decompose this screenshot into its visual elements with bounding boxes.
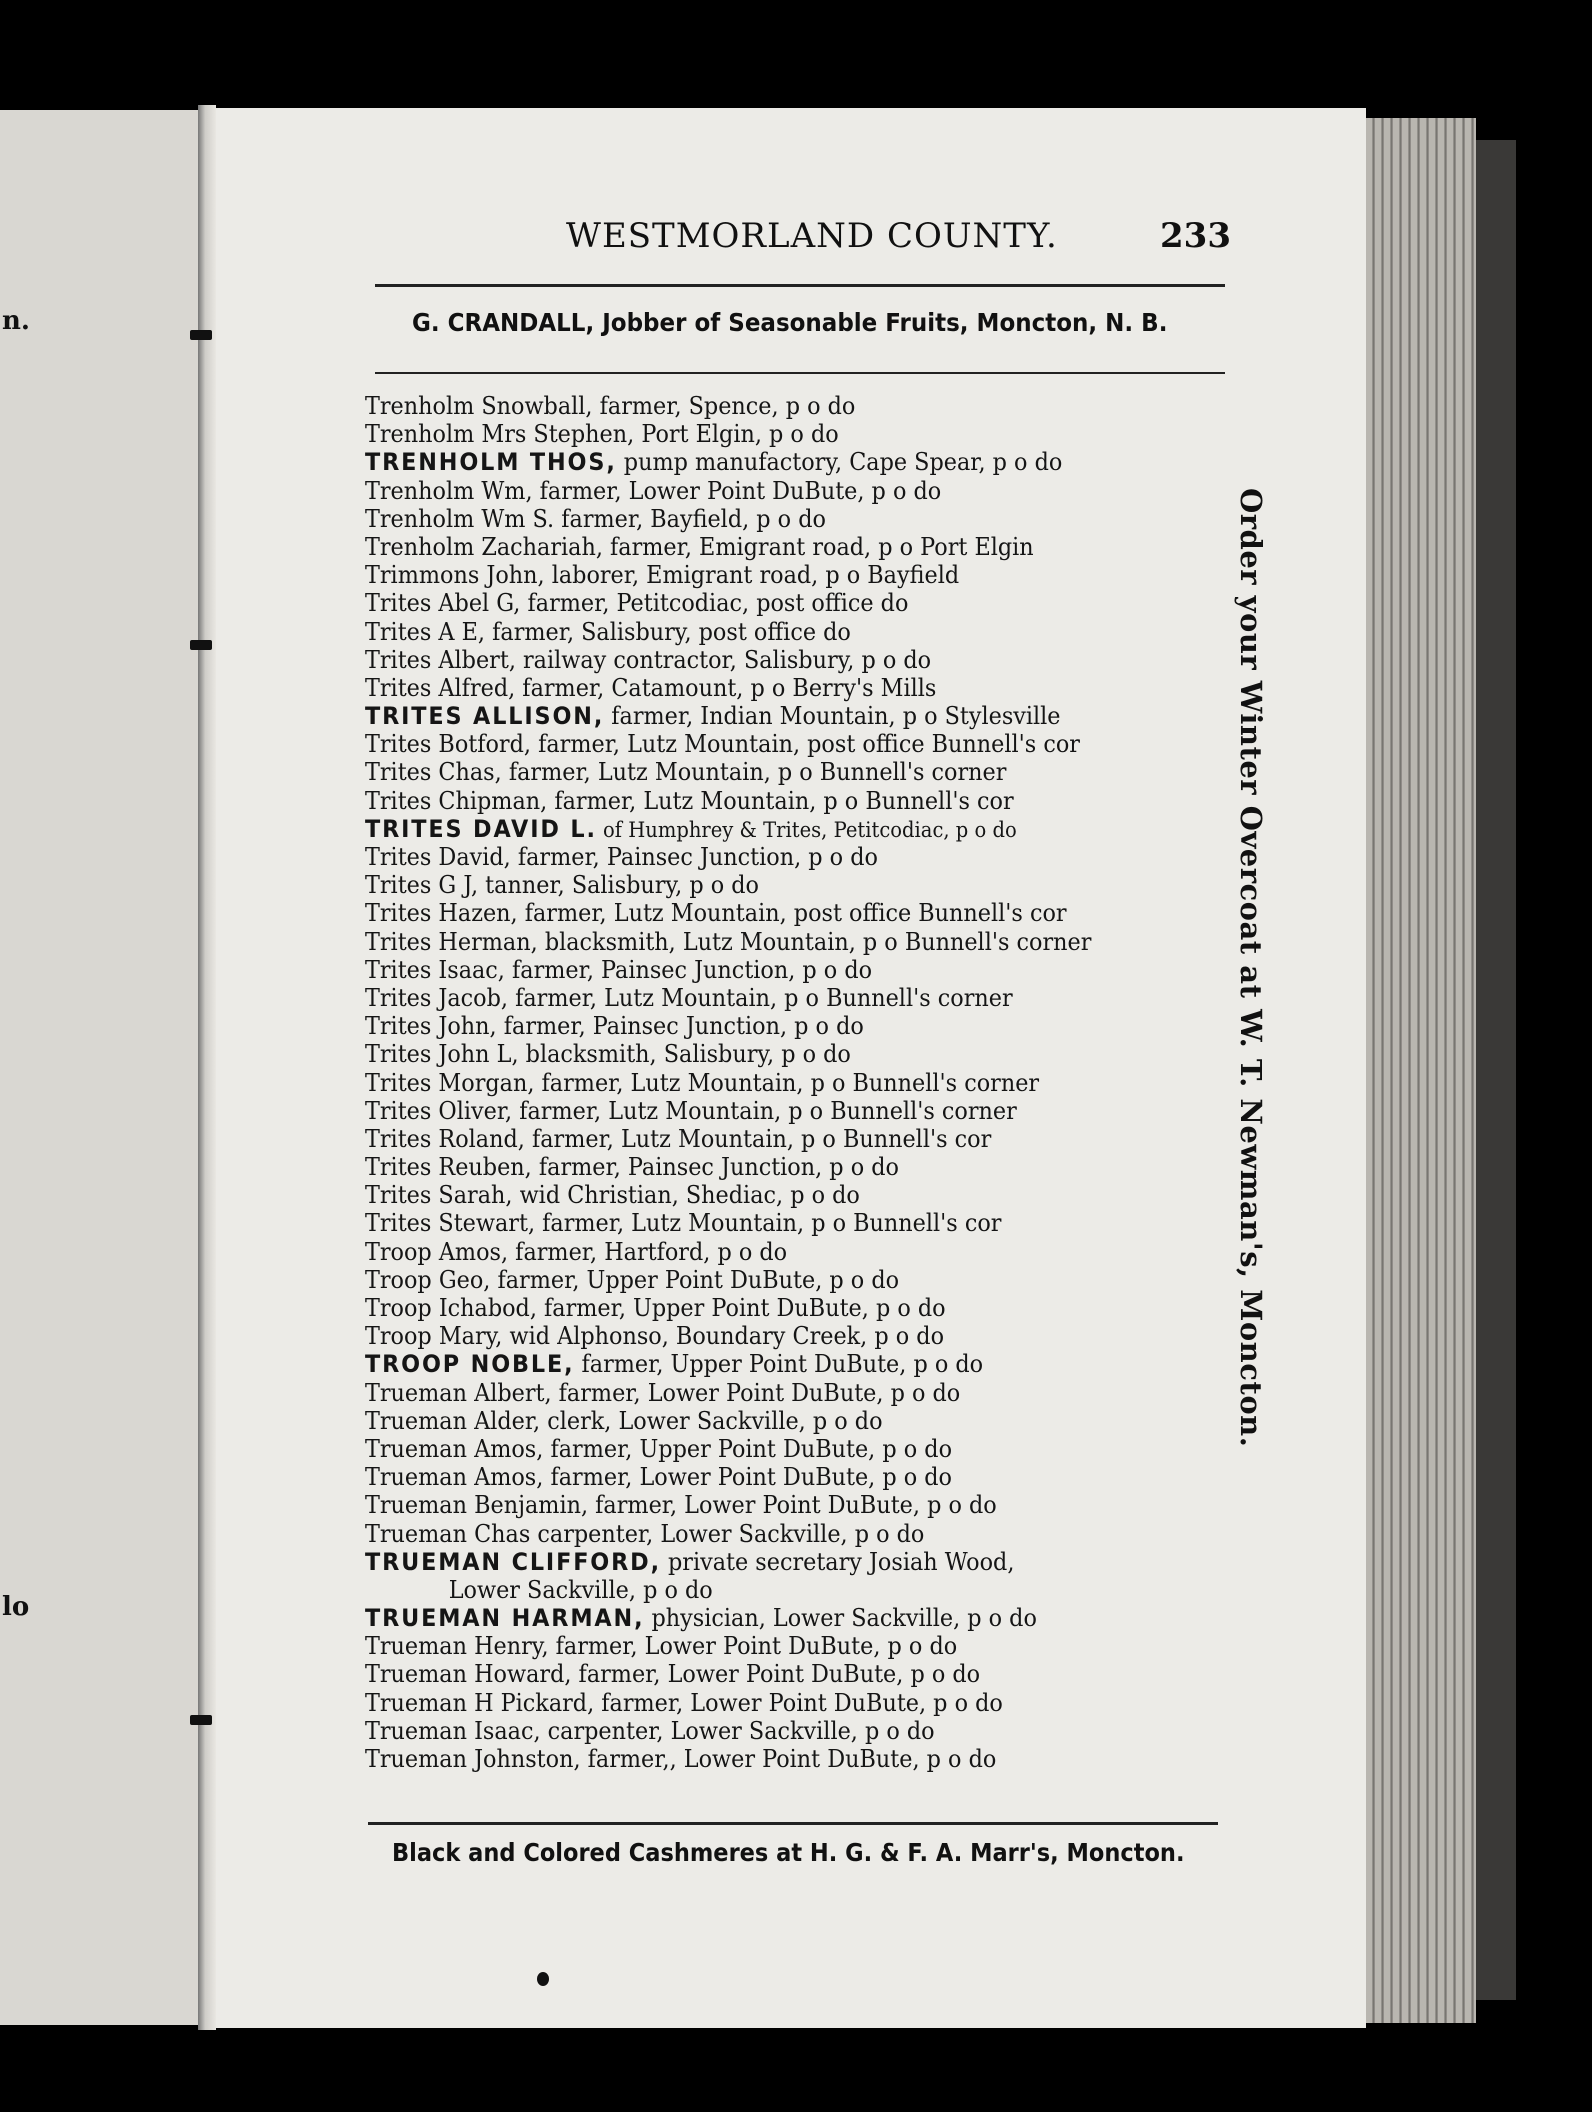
directory-entry: [365, 1491, 1183, 1519]
entry-details: farmer, Upper Point DuBute, p o do: [536, 1294, 946, 1322]
directory-entry: [365, 646, 1183, 674]
side-advertisement: Order your Winter Overcoat at W. T. Newman's, Moncton.: [1234, 488, 1268, 1448]
header-rule-lower: [375, 372, 1225, 374]
directory-entry: [365, 1181, 1183, 1209]
entry-details: farmer, Upper Point DuBute, p o do: [543, 1434, 953, 1463]
entry-details: farmer, Spence, p o do: [592, 392, 856, 420]
directory-entry: [365, 1717, 1183, 1745]
directory-entry: [365, 1125, 1183, 1153]
running-head: WESTMORLAND COUNTY.: [566, 216, 1058, 256]
entry-name: Trites David,: [365, 843, 511, 871]
directory-entry: [365, 758, 1183, 786]
entry-name: Trites Reuben,: [365, 1153, 532, 1182]
directory-entry: [365, 956, 1183, 984]
directory-entry: [365, 984, 1183, 1012]
directory-entry: [365, 1463, 1183, 1491]
entry-details: farmer, Lower Point DuBute, p o do: [543, 1463, 953, 1492]
directory-entry: [365, 1069, 1183, 1097]
entry-details: wid Alphonso, Boundary Creek, p o do: [502, 1322, 945, 1351]
entry-name: Trueman Benjamin,: [365, 1491, 589, 1520]
entry-name: Trueman Amos,: [365, 1463, 544, 1492]
entry-name: Trites Roland,: [365, 1124, 525, 1153]
directory-entry: [365, 1209, 1183, 1237]
entry-name: Trites John,: [365, 1012, 497, 1041]
entry-name: Trueman H Pickard,: [365, 1688, 595, 1717]
entry-details: Port Elgin, p o do: [634, 420, 839, 449]
directory-entry: [365, 1520, 1183, 1548]
entry-name: Trueman Isaac,: [365, 1716, 541, 1745]
entry-details: farmer, Lutz Mountain, p o Bunnell's corner: [508, 983, 1013, 1012]
entry-details: farmer, Indian Mountain, p o Stylesville: [604, 702, 1061, 731]
entry-details: of Humphrey & Trites, Petitcodiac, p o do: [596, 817, 1017, 842]
previous-page-fragment: lo: [2, 1592, 30, 1622]
directory-entry: [365, 1660, 1183, 1688]
entry-details: farmer, Lutz Mountain, p o Bunnell's corner: [534, 1068, 1040, 1097]
binding-stitch: [190, 640, 212, 650]
entry-name: Troop Mary,: [365, 1322, 503, 1351]
entry-details: farmer, Lower Point DuBute, p o do: [548, 1632, 958, 1661]
entry-name: Trites A E,: [365, 617, 486, 646]
entry-name: Trites Chas,: [365, 758, 502, 787]
directory-entry: [365, 702, 1183, 730]
entry-details: clerk, Lower Sackville, p o do: [540, 1406, 883, 1435]
directory-entry: [365, 1040, 1183, 1068]
entry-name: Trites Alfred,: [365, 673, 516, 702]
entry-details: farmer, Painsec Junction, p o do: [496, 1012, 864, 1041]
entry-name: Trites Hazen,: [365, 899, 518, 928]
book-gutter: [198, 105, 216, 2030]
entry-details: farmer, Lower Point DuBute, p o do: [551, 1378, 961, 1407]
entry-name: TROOP NOBLE,: [365, 1350, 575, 1379]
directory-entry: [365, 1294, 1183, 1322]
entry-details: blacksmith, Lutz Mountain, p o Bunnell's corner: [537, 927, 1092, 956]
entry-name: Trueman Howard,: [365, 1660, 572, 1689]
entry-details: farmer, Emigrant road, p o Port Elgin: [602, 532, 1034, 561]
directory-entry: [365, 618, 1183, 646]
entry-details: farmer,, Lower Point DuBute, p o do: [580, 1745, 997, 1773]
directory-entry: [365, 928, 1183, 956]
entry-details: Lower Sackville, p o do: [448, 1575, 713, 1604]
directory-entry: [365, 674, 1183, 702]
directory-entry: [365, 1097, 1183, 1125]
entry-name: TRUEMAN CLIFFORD,: [365, 1547, 661, 1576]
entry-details: pump manufactory, Cape Spear, p o do: [616, 448, 1063, 477]
entry-name: Trites John L,: [365, 1040, 519, 1069]
header-rule: [375, 284, 1225, 287]
directory-entry: [365, 1266, 1183, 1294]
entry-name: Trenholm Wm,: [365, 476, 533, 505]
directory-entry: [365, 505, 1183, 533]
directory-entry: [365, 420, 1183, 448]
entry-name: Trites Jacob,: [365, 983, 509, 1012]
entry-name: Trueman Henry,: [365, 1632, 549, 1661]
bottom-advertisement: Black and Colored Cashmeres at H. G. & F. A. Marr's, Moncton.: [392, 1838, 1185, 1867]
entry-name: Trites Abel G,: [365, 589, 521, 618]
entry-details: laborer, Emigrant road, p o Bayfield: [544, 561, 960, 590]
ink-speck: [537, 1972, 549, 1986]
previous-page-fragment: n.: [2, 306, 30, 336]
directory-listing: [365, 392, 1245, 1773]
entry-details: farmer, Lutz Mountain, post office Bunnell's cor: [530, 730, 1080, 759]
entry-details: physician, Lower Sackville, p o do: [644, 1604, 1037, 1633]
directory-entry: [365, 1604, 1183, 1632]
entry-details: farmer, Lutz Mountain, p o Bunnell's corner: [501, 758, 1007, 787]
entry-name: Troop Ichabod,: [365, 1294, 537, 1322]
entry-details: farmer, Lower Point DuBute, p o do: [588, 1491, 997, 1520]
directory-entry: [365, 899, 1183, 927]
entry-details: farmer, Petitcodiac, post office do: [520, 589, 909, 618]
entry-name: Trueman Amos,: [365, 1434, 544, 1463]
entry-name: Trueman Chas: [365, 1519, 531, 1548]
entry-details: farmer, Lower Point DuBute, p o do: [571, 1660, 981, 1689]
entry-name: Trueman Albert,: [365, 1378, 552, 1407]
entry-details: farmer, Lower Point DuBute, p o do: [532, 476, 942, 505]
directory-entry: [365, 1576, 1183, 1604]
entry-name: Trites Isaac,: [365, 955, 505, 984]
directory-entry: [365, 1745, 1183, 1773]
directory-entry: [365, 787, 1183, 815]
entry-details: farmer, Salisbury, post office do: [485, 617, 851, 646]
entry-name: TRITES DAVID L.: [365, 814, 597, 843]
book-cover-edge: [1476, 140, 1516, 2000]
page-edges: [1366, 118, 1476, 2023]
entry-details: farmer, Painsec Junction, p o do: [531, 1153, 899, 1182]
entry-name: Trites Stewart,: [365, 1209, 536, 1238]
entry-details: farmer, Lutz Mountain, p o Bunnell's corner: [512, 1096, 1017, 1125]
directory-entry: [365, 589, 1183, 617]
binding-stitch: [190, 330, 212, 340]
entry-details: wid Christian, Shediac, p o do: [512, 1181, 860, 1210]
directory-entry: [365, 730, 1183, 758]
entry-name: Troop Amos,: [365, 1237, 509, 1266]
entry-details: farmer, Lower Point DuBute, p o do: [594, 1688, 1003, 1717]
directory-entry: [365, 1548, 1183, 1576]
directory-entry: [365, 1012, 1183, 1040]
binding-stitch: [190, 1715, 212, 1725]
page-number: 233: [1160, 216, 1231, 256]
directory-entry: [365, 1238, 1183, 1266]
entry-name: Trites Botford,: [365, 730, 531, 759]
entry-name: Trites G J,: [365, 871, 479, 900]
entry-details: carpenter, Lower Sackville, p o do: [530, 1519, 925, 1548]
directory-entry: [365, 1322, 1183, 1350]
entry-details: farmer, Painsec Junction, p o do: [510, 843, 878, 871]
entry-name: Trites Chipman,: [365, 786, 548, 815]
entry-details: carpenter, Lower Sackville, p o do: [540, 1716, 935, 1745]
entry-name: Trenholm Wm S.: [365, 504, 555, 533]
directory-entry: [365, 843, 1183, 871]
entry-name: TRENHOLM THOS,: [365, 448, 617, 477]
directory-entry: [365, 1153, 1183, 1181]
entry-name: Trimmons John,: [365, 561, 545, 590]
entry-name: Trenholm Mrs Stephen,: [365, 420, 635, 449]
entry-details: railway contractor, Salisbury, p o do: [515, 645, 932, 674]
entry-name: Trites Sarah,: [365, 1181, 513, 1210]
entry-name: Trites Herman,: [365, 927, 538, 956]
entry-details: farmer, Painsec Junction, p o do: [504, 955, 873, 984]
entry-details: tanner, Salisbury, p o do: [478, 871, 759, 900]
entry-details: farmer, Upper Point DuBute, p o do: [574, 1350, 984, 1379]
entry-details: farmer, Catamount, p o Berry's Mills: [515, 673, 937, 702]
directory-entry: [365, 1632, 1183, 1660]
entry-name: Trites Oliver,: [365, 1096, 513, 1125]
entry-name: TRITES ALLISON,: [365, 702, 605, 731]
top-advertisement: G. CRANDALL, Jobber of Seasonable Fruits, Moncton, N. B.: [412, 308, 1168, 337]
directory-entry: [365, 477, 1183, 505]
entry-details: private secretary Josiah Wood,: [660, 1547, 1015, 1576]
footer-rule: [368, 1822, 1218, 1825]
entry-details: farmer, Upper Point DuBute, p o do: [490, 1265, 900, 1294]
entry-details: farmer, Lutz Mountain, p o Bunnell's cor: [535, 1209, 1002, 1238]
previous-page-edge: [0, 110, 199, 2025]
directory-entry: [365, 1407, 1183, 1435]
entry-details: farmer, Lutz Mountain, p o Bunnell's cor: [524, 1124, 992, 1153]
directory-entry: [365, 1379, 1183, 1407]
directory-entry: [365, 561, 1183, 589]
entry-name: Trueman Alder,: [365, 1406, 541, 1435]
entry-name: TRUEMAN HARMAN,: [365, 1604, 645, 1633]
directory-entry: [365, 1435, 1183, 1463]
entry-name: Trueman Johnston,: [365, 1745, 581, 1773]
directory-entry: [365, 815, 1183, 843]
entry-details: farmer, Lutz Mountain, p o Bunnell's cor: [547, 786, 1014, 815]
entry-name: Troop Geo,: [365, 1265, 491, 1294]
directory-entry: [365, 1689, 1183, 1717]
entry-details: farmer, Hartford, p o do: [508, 1237, 788, 1266]
directory-entry: [365, 1350, 1183, 1378]
directory-entry: [365, 448, 1183, 476]
entry-details: farmer, Bayfield, p o do: [554, 504, 826, 533]
directory-entry: [365, 533, 1183, 561]
directory-entry: [365, 392, 1183, 420]
entry-name: Trites Albert,: [365, 645, 516, 674]
entry-details: farmer, Lutz Mountain, post office Bunnell's cor: [517, 899, 1067, 928]
entry-name: Trites Morgan,: [365, 1068, 535, 1097]
entry-name: Trenholm Zachariah,: [365, 532, 603, 561]
entry-name: Trenholm Snowball,: [365, 392, 593, 420]
directory-entry: [365, 871, 1183, 899]
entry-details: blacksmith, Salisbury, p o do: [518, 1040, 851, 1069]
